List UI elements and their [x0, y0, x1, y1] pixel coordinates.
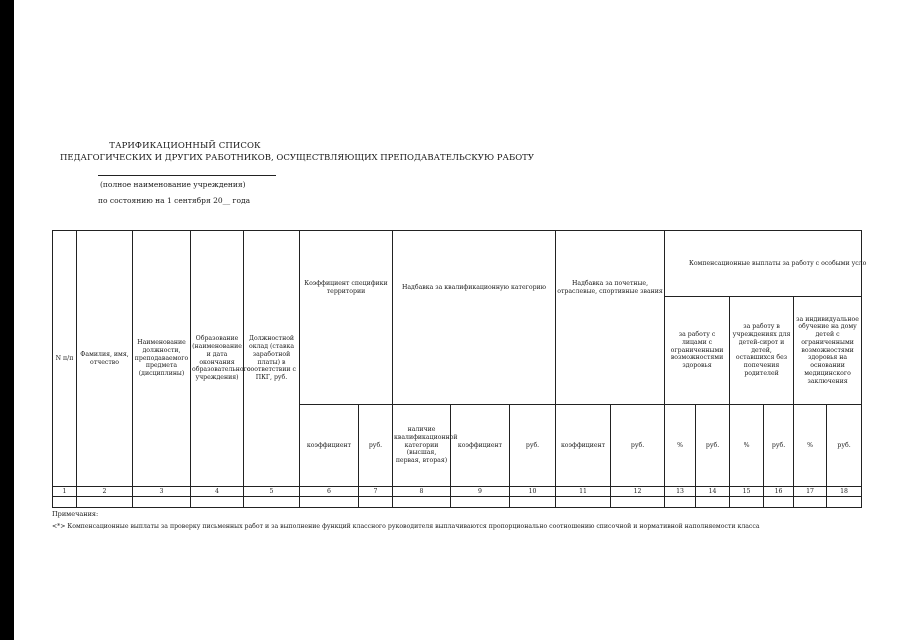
- column-number: 13: [665, 487, 696, 497]
- sub-header-rub: руб.: [611, 405, 665, 487]
- sub-header-pct: %: [794, 405, 827, 487]
- col-header-qualification: Надбавка за квалификационную категорию: [393, 231, 556, 405]
- column-number: 2: [77, 487, 133, 497]
- sub-header-rub: руб.: [696, 405, 730, 487]
- sub-header-rub: руб.: [764, 405, 794, 487]
- col-header-fio: Фамилия, имя, отчество: [77, 231, 133, 487]
- column-number: 16: [764, 487, 794, 497]
- column-number: 6: [300, 487, 359, 497]
- column-number: 7: [359, 487, 393, 497]
- col-header-comp-home: за индивидуальное обучение на дому детей с ограниченными возможностями здоровья на основании медицинского заключения: [794, 297, 862, 405]
- header-row-1: [53, 231, 862, 297]
- sub-header-rub: руб.: [359, 405, 393, 487]
- column-number: 4: [191, 487, 244, 497]
- column-number-row: [53, 487, 862, 497]
- empty-data-row: [53, 497, 862, 508]
- col-header-subject: Наименование должности, преподаваемого предмета (дисциплины): [133, 231, 191, 487]
- column-number: 11: [556, 487, 611, 497]
- as-of-date: по состоянию на 1 сентября 20__ года: [98, 196, 251, 205]
- sub-header-qual-cat: наличие квалификационной категории (высшая, первая, вторая): [393, 405, 451, 487]
- notes-label: Примечания:: [52, 510, 99, 518]
- column-number: 5: [244, 487, 300, 497]
- col-header-territory: Коэффициент специфики территории: [300, 231, 393, 405]
- column-number: 18: [827, 487, 862, 497]
- column-number: 12: [611, 487, 665, 497]
- sub-header-coef: коэффициент: [451, 405, 510, 487]
- col-header-compensation: Компенсационные выплаты за работу с особыми усло: [665, 231, 862, 297]
- sub-header-coef: коэффициент: [556, 405, 611, 487]
- institution-fill-line: [98, 175, 276, 176]
- column-number: 1: [53, 487, 77, 497]
- document-title: ТАРИФИКАЦИОННЫЙ СПИСОК: [109, 141, 261, 151]
- column-number: 17: [794, 487, 827, 497]
- column-number: 15: [730, 487, 764, 497]
- col-header-comp-orphans: за работу в учреждениях для детей-сирот и детей, оставшихся без попечения родителей: [730, 297, 794, 405]
- col-header-salary: Должностной оклад (ставка заработной платы) в соответствии с ПКГ, руб.: [244, 231, 300, 487]
- column-number: 8: [393, 487, 451, 497]
- column-number: 14: [696, 487, 730, 497]
- col-header-num: N п/п: [53, 231, 77, 487]
- tariff-table: [52, 230, 867, 508]
- col-header-comp-disabled: за работу с лицами с ограниченными возможностями здоровья: [665, 297, 730, 405]
- sub-header-rub: руб.: [827, 405, 862, 487]
- col-header-education: Образование (наименование и дата окончания образовательного учреждения): [191, 231, 244, 487]
- notes-text: <*> Компенсационные выплаты за проверку письменных работ и за выполнение функций классного руководителя выплачиваются пропорционально соотношению списочной и нормативной наполняемости класса: [52, 523, 760, 530]
- institution-hint: (полное наименование учреждения): [100, 180, 246, 189]
- document-subtitle: ПЕДАГОГИЧЕСКИХ И ДРУГИХ РАБОТНИКОВ, ОСУЩЕСТВЛЯЮЩИХ ПРЕПОДАВАТЕЛЬСКУЮ РАБОТУ: [60, 153, 534, 163]
- sub-header-pct: %: [730, 405, 764, 487]
- sub-header-rub: руб.: [510, 405, 556, 487]
- column-number: 10: [510, 487, 556, 497]
- sub-header-coef: коэффициент: [300, 405, 359, 487]
- col-header-honor: Надбавка за почетные, отраслевые, спортивные звания: [556, 231, 665, 405]
- sub-header-pct: %: [665, 405, 696, 487]
- column-number: 3: [133, 487, 191, 497]
- column-number: 9: [451, 487, 510, 497]
